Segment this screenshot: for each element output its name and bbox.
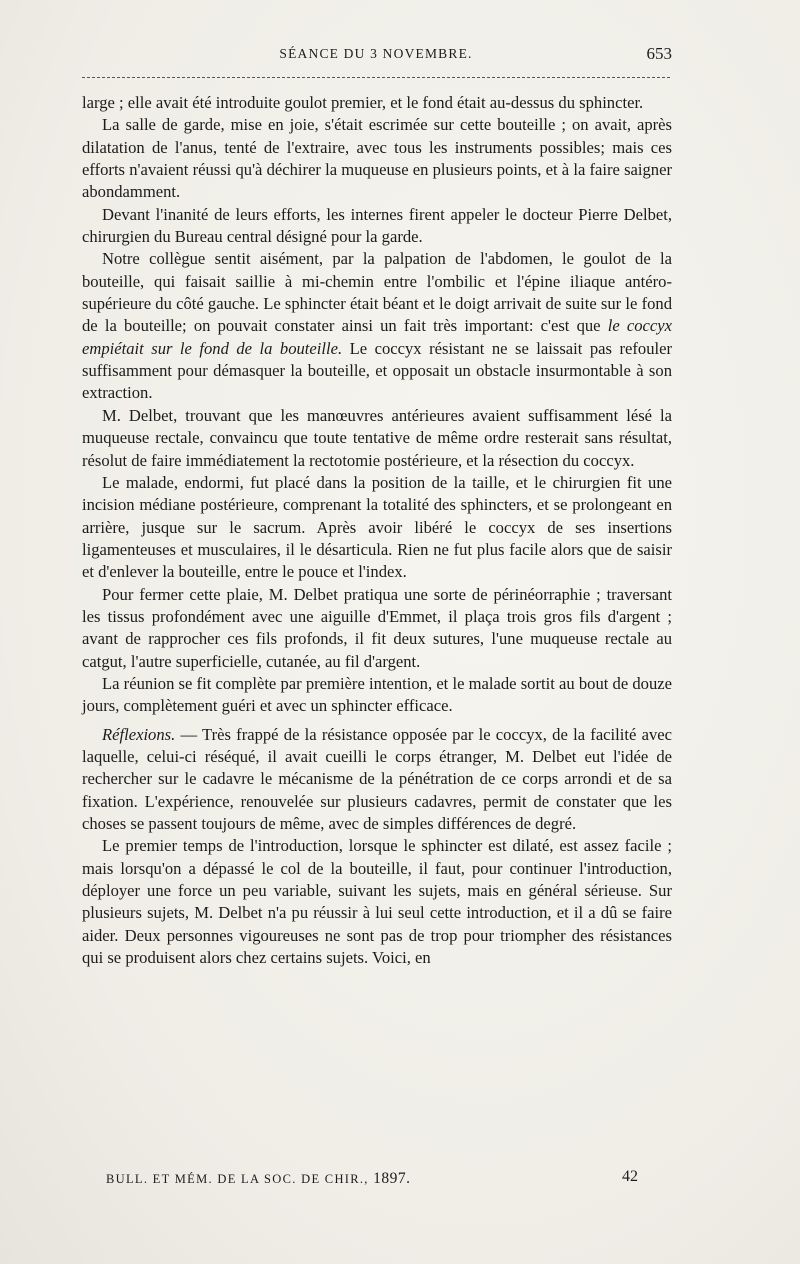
body-text	[82, 92, 672, 969]
paragraph-text: M. Delbet, trouvant que les manœuvres antérieures avaient suffisamment lésé la muqueuse rectale, convaincu que toute tentative de même ordre resterait sans résultat, résolut de faire immédiatement la rectotomie postérieure, et la résection du coccyx.	[82, 405, 672, 470]
paragraph-text: Devant l'inanité de leurs efforts, les internes firent appeler le docteur Pierre Delbet, chirurgien du Bureau central désigné pour la garde.	[82, 204, 672, 247]
paragraph	[82, 584, 672, 673]
italic-text: Réflexions.	[102, 724, 176, 744]
paragraph-text: La salle de garde, mise en joie, s'était escrimée sur cette bouteille ; on avait, après dilatation de l'anus, tenté de l'extraire, avec tous les instruments possibles; mais ces efforts n'avaient réussi qu'à déchirer la muqueuse en plusieurs points, et à la faire saigner abondamment.	[82, 115, 672, 202]
paragraph-text: Le premier temps de l'introduction, lorsque le sphincter est dilaté, est assez facile ; mais lorsqu'on a dépassé le col de la bouteille, il faut, pour continuer l'introduction, déployer une force un peu variable, suivant les sujets, mais en général sérieuse. Sur plusieurs sujets, M. Delbet n'a pu réussir à lui seul cette introduction, et il a dû se faire aider. Deux personnes vigoureuses ne sont pas de trop pour triompher des résistances qui se produisent alors chez certains sujets. Voici, en	[82, 836, 672, 968]
page-number: 653	[646, 44, 672, 63]
paragraph	[82, 472, 672, 584]
paragraph-text: large ; elle avait été introduite goulot premier, et le fond était au-dessus du sphincter.	[82, 93, 644, 112]
italic-text: le coccyx empiétait sur le fond de la bouteille.	[82, 316, 672, 358]
signature-mark: 42	[622, 1168, 638, 1185]
paragraph	[82, 835, 672, 969]
footer-year: 1897.	[373, 1170, 411, 1187]
paragraph	[82, 673, 672, 718]
paragraph	[82, 114, 672, 203]
paragraph	[82, 405, 672, 472]
footer-journal: BULL. ET MÉM. DE LA SOC. DE CHIR.,	[106, 1172, 369, 1186]
footer-citation	[106, 1170, 411, 1188]
running-head: SÉANCE DU 3 NOVEMBRE.	[279, 46, 473, 61]
paragraph	[82, 248, 672, 404]
paragraph-text: Pour fermer cette plaie, M. Delbet pratiqua une sorte de périnéorraphie ; traversant les tissus profondément avec une aiguille d'Emmet, il plaça trois gros fils d'argent ; avant de rapprocher ces fils profonds, il fit deux sutures, l'une muqueuse rectale au catgut, l'autre superficielle, cutanée, au fil d'argent.	[82, 584, 672, 671]
paragraph-text: Notre collègue sentit aisément, par la palpation de l'abdomen, le goulot de la bouteille, qui faisait saillie à mi-chemin entre l'ombilic et l'épine iliaque antéro-supérieure du côté gauche. Le sphincter était béant et le doigt arrivait de suite sur le fond de la bouteille; on pouvait constater ainsi un fait très important: c'est que	[82, 249, 672, 336]
paragraph-text: La réunion se fit complète par première intention, et le malade sortit au bout de douze jours, complètement guéri et avec un sphincter efficace.	[82, 673, 672, 716]
page-header	[80, 44, 672, 68]
paragraph	[82, 92, 672, 114]
header-rule	[82, 77, 670, 78]
paragraph	[82, 724, 672, 836]
paragraph-text: Le coccyx résistant ne se laissait pas refouler suffisamment pour démasquer la bouteille, et opposait un obstacle insurmontable à son extraction.	[82, 338, 672, 403]
paragraph	[82, 204, 672, 249]
paragraph-text: Le malade, endormi, fut placé dans la position de la taille, et le chirurgien fit une incision médiane postérieure, comprenant la totalité des sphincters, et se prolongeant en arrière, jusque sur le sacrum. Après avoir libéré le coccyx de ses insertions ligamenteuses et musculaires, il le désarticula. Rien ne fut plus facile alors que de saisir et d'enlever la bouteille, entre le pouce et l'index.	[82, 472, 672, 582]
page-footer	[106, 1168, 638, 1190]
paragraph-text: — Très frappé de la résistance opposée par le coccyx, de la facilité avec laquelle, celui-ci réséqué, il avait cueilli le corps étranger, M. Delbet eut l'idée de rechercher sur le cadavre le mécanisme de la pénétration de ce corps arrondi et de sa fixation. L'expérience, renouvelée sur plusieurs cadavres, permit de constater que les choses se passent toujours de même, avec de simples différences de degré.	[82, 724, 672, 833]
